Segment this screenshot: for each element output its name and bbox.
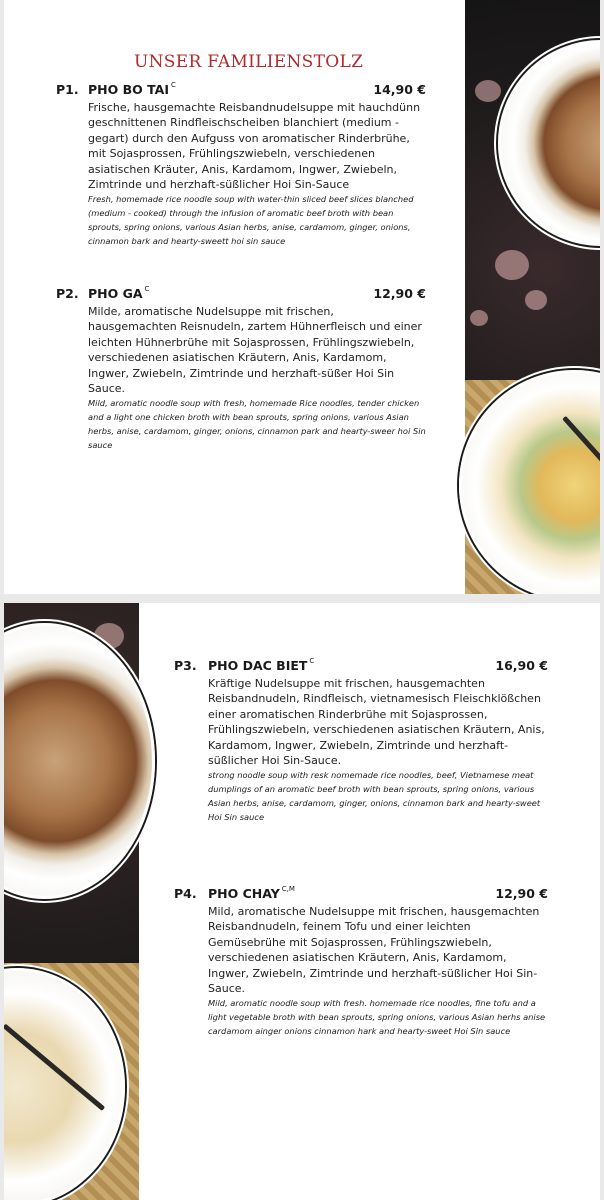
menu-item-p1 xyxy=(56,82,426,248)
item-name: PHO CHAY $^{C,M}$ xyxy=(208,885,295,901)
item-description-en: Fresh, homemade rice noodle soup with water-thin sliced beef slices blanched (medium - cooked) through the infusion of aromatic beef broth with bean sprouts, spring onions, various Asian herbs, anise, cardamom, ginger, onions, cinnamon bark and hearty-sweett hoi sin sauce xyxy=(88,194,414,246)
item-price: 16,90 € xyxy=(495,658,548,673)
item-price: 12,90 € xyxy=(495,886,548,901)
item-description-de: Frische, hausgemachte Reisbandnudelsuppe mit hauchdünn geschnittenen Rindfleischscheiben blanchiert (medium - gegart) durch den Aufguss von aromatischer Rinderbrühe, mit Sojasprossen, Frühlingszwiebeln, verschiedenen asiatischen Kräuter, Anis, Kardamom, Ingwer, Zwiebeln, Zimtrinde und herzhaft-süßlicher Hoi Sin-Sauce xyxy=(88,101,421,192)
menu-item-p3 xyxy=(174,658,548,824)
item-name: PHO BO TAI $^C$ xyxy=(88,81,176,97)
item-code: P3. xyxy=(174,658,197,673)
item-description-de: Milde, aromatische Nudelsuppe mit frischen, hausgemachten Reisnudeln, zartem Hühnerfleisch und einer leichten Hühnerbrühe mit Sojasprossen, Frühlingszwiebeln, verschiedenen asiatischen Kräutern, Anis, Kardamom, Ingwer, Zwiebeln, Zimtrinde und herzhaft-süßer Hoi Sin Sauce. xyxy=(88,305,422,396)
menu-section-title: UNSER FAMILIENSTOLZ xyxy=(134,52,364,72)
item-description-de: Kräftige Nudelsuppe mit frischen, hausgemachten Reisbandnudeln, Rindfleisch, vietnamesisch Fleischklößchen einer aromatischen Rinderbrühe mit Sojasprossen, Frühlingszwiebeln, verschiedenen asiatischen Kräutern, Anis, Kardamom, Ingwer, Zwiebeln, Zimtrinde und herzhaft-süßlicher Hoi Sin-Sauce. xyxy=(208,677,545,768)
item-description-en: strong noodle soup with resk nomemade rice noodles, beef, Vietnamese meat dumplings of an aromatic beef broth with bean sprouts, spring onions, various Asian herbs, anise, cardamom, ginger, onions, cinnamon bark and hearty-sweet Hoi Sin sauce xyxy=(208,770,541,822)
menu-item-p2 xyxy=(56,286,426,452)
allergen-code: C xyxy=(144,285,150,293)
item-description-de: Mild, aromatische Nudelsuppe mit frischen, hausgemachten Reisbandnudeln, feinem Tofu und einer leichten Gemüsebrühe mit Sojasprossen, Frühlingszwiebeln, verschiedenen asiatischen Kräutern, Anis, Kardamom, Ingwer, Zwiebeln, Zimtrinde und herzhaft-süßlicher Hoi Sin-Sauce. xyxy=(208,905,540,996)
item-code: P4. xyxy=(174,886,197,901)
menu-page-1 xyxy=(4,0,600,594)
item-price: 12,90 € xyxy=(373,286,426,301)
menu-item-p4 xyxy=(174,886,548,1039)
allergen-code: C,M xyxy=(281,885,295,893)
menu-page-2 xyxy=(4,603,600,1200)
item-description-en: Mild, aromatic noodle soup with fresh. homemade rice noodles, fine tofu and a light vegetable broth with bean sprouts, spring onions, various Asian herhs anise cardamom ainger onions cinnamon hark and hearty-sweet Hoi Sin sauce xyxy=(208,998,546,1036)
item-code: P2. xyxy=(56,286,79,301)
allergen-code: C xyxy=(171,81,176,89)
item-price: 14,90 € xyxy=(373,82,426,97)
item-code: P1. xyxy=(56,82,79,97)
item-name: PHO GA $^C$ xyxy=(88,285,150,301)
item-description-en: Mild, aromatic noodle soup with fresh, homemade Rice noodles, tender chicken and a light one chicken broth with bean sprouts, spring onions, various Asian herbs, anise, cardamom, ginger, onions, cinnamon park and hearty-sweer hoi Sin sauce xyxy=(88,398,426,450)
allergen-code: C xyxy=(309,657,315,665)
item-name: PHO DAC BIET $^C$ xyxy=(208,657,315,673)
